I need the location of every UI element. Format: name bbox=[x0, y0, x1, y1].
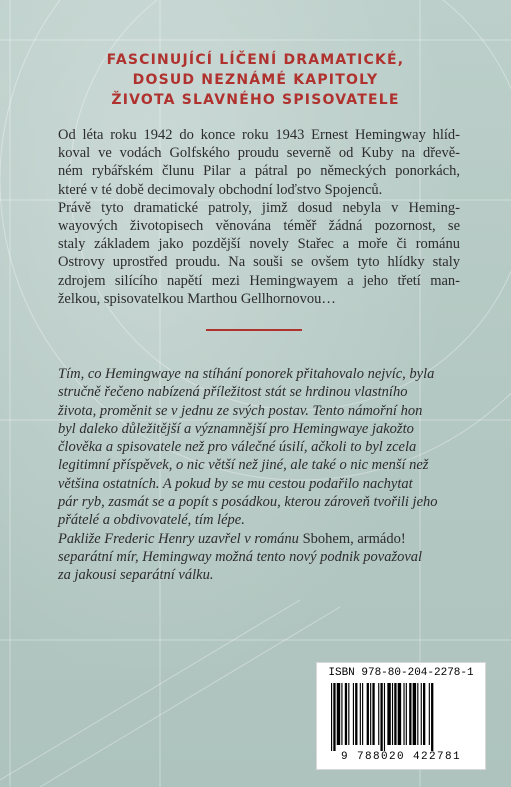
quote-line: Tím, co Hemingwaye na stíhání ponorek přitahovalo nejvíc, byla bbox=[58, 366, 435, 382]
isbn-label: ISBN 978-80-204-2278-1 bbox=[328, 667, 474, 679]
barcode-bar bbox=[409, 683, 411, 745]
barcode-bar bbox=[380, 683, 382, 751]
quote-line: pár ryb, zasmát se a popít s posádkou, kterou zároveň tvořili jeho bbox=[58, 494, 438, 511]
barcode-bar bbox=[367, 683, 369, 745]
quote-line: přátelé a obdivovatelé, tím lépe. bbox=[58, 512, 245, 529]
headline-line: FASCINUJÍCÍ LÍČENÍ DRAMATICKÉ, bbox=[106, 52, 405, 68]
blurb-line: Ostrovy uprostřed proudu. Na souši se ovšem tyto hlídky staly bbox=[58, 254, 460, 271]
headline-line: ŽIVOTA SLAVNÉHO SPISOVATELE bbox=[111, 92, 400, 108]
barcode-bar bbox=[403, 683, 404, 745]
barcode-bar bbox=[413, 683, 416, 745]
blurb-line: koval ve vodách Golfského proudu severně od Kuby na dřevě- bbox=[58, 145, 460, 162]
blurb-line: zdrojem silícího napětí mezi Hemingwayem a jeho třetí man- bbox=[58, 272, 460, 289]
barcode-bar bbox=[423, 683, 425, 745]
barcode-bar bbox=[331, 683, 332, 751]
quote-line: za jakousi separátní válku. bbox=[58, 567, 214, 584]
isbn-barcode bbox=[316, 662, 486, 770]
barcode-bar bbox=[348, 683, 349, 745]
barcode-bar bbox=[378, 683, 379, 745]
novel-title: Sbohem, armádo! bbox=[302, 530, 406, 547]
headline bbox=[0, 50, 511, 110]
section-divider bbox=[206, 329, 302, 331]
barcode-bar bbox=[387, 683, 390, 745]
barcode-bar bbox=[337, 683, 340, 745]
barcode-bar bbox=[360, 683, 361, 745]
barcode-bar bbox=[431, 683, 433, 751]
barcode-bar bbox=[398, 683, 401, 745]
blurb-line: želkou, spisovatelkou Marthou Gellhornovou… bbox=[58, 290, 336, 307]
barcode-digits: 9 788020 422781 bbox=[340, 751, 462, 763]
quote-line: člověka a spisovatele než pro válečné úsilí, ačkoli to byl zcela bbox=[58, 439, 417, 456]
quote-line-tail bbox=[58, 530, 460, 548]
quote-line: legitimní příspěvek, o nic větší než jiné, ale také o nic menší než bbox=[58, 457, 429, 474]
quote-line: stručně řečeno nabízená příležitost stát se hrdinou vlastního bbox=[58, 384, 408, 401]
quote-line: byl daleko důležitější a významnější pro Hemingwaye jakožto bbox=[58, 420, 414, 437]
quote-paragraph bbox=[58, 365, 460, 585]
barcode-bar bbox=[362, 683, 363, 745]
blurb-line: Od léta roku 1942 do konce roku 1943 Ernest Hemingway hlíd- bbox=[58, 127, 460, 143]
barcode-bar bbox=[417, 683, 418, 745]
barcode-bar bbox=[429, 683, 430, 745]
blurb-line: staly základem jako pozdější novely Stařec a moře či románu bbox=[58, 236, 460, 253]
headline-line: DOSUD NEZNÁMÉ KAPITOLY bbox=[132, 72, 379, 88]
barcode-bars bbox=[331, 683, 471, 751]
barcode-bar bbox=[345, 683, 347, 745]
barcode-bar bbox=[384, 683, 385, 751]
barcode-bar bbox=[353, 683, 354, 745]
barcode-bar bbox=[333, 683, 335, 751]
blurb-line: které v té době decimovaly obchodní loďstvo Spojenců. bbox=[58, 181, 383, 198]
quote-line: života, proměnit se v jednu ze svých postav. Tento námořní hon bbox=[58, 402, 423, 419]
barcode-bar bbox=[372, 683, 374, 745]
barcode-bar bbox=[370, 683, 371, 745]
blurb-line: Právě tyto dramatické patroly, jimž dosud nebyla v Heming- bbox=[58, 199, 460, 216]
quote-line: většina ostatních. A pokud by se mu cestou podařilo nachytat bbox=[58, 475, 413, 492]
blurb-paragraph bbox=[58, 126, 460, 308]
barcode-bar bbox=[406, 683, 407, 745]
barcode-bar bbox=[355, 683, 357, 745]
blurb-line: ném rybářském člunu Pilar a pátral po německých ponorkách, bbox=[58, 163, 460, 180]
quote-tail-text: Pakliže Frederic Henry uzavřel v románu bbox=[58, 530, 303, 547]
blurb-line: wayových životopisech věnována téměř žádná pozornost, se bbox=[58, 218, 460, 235]
quote-line: separátní mír, Hemingway možná tento nový podnik považoval bbox=[58, 548, 423, 565]
barcode-bar bbox=[421, 683, 422, 745]
barcode-bar bbox=[394, 683, 396, 745]
barcode-bar bbox=[341, 683, 342, 745]
barcode-bar bbox=[392, 683, 393, 745]
